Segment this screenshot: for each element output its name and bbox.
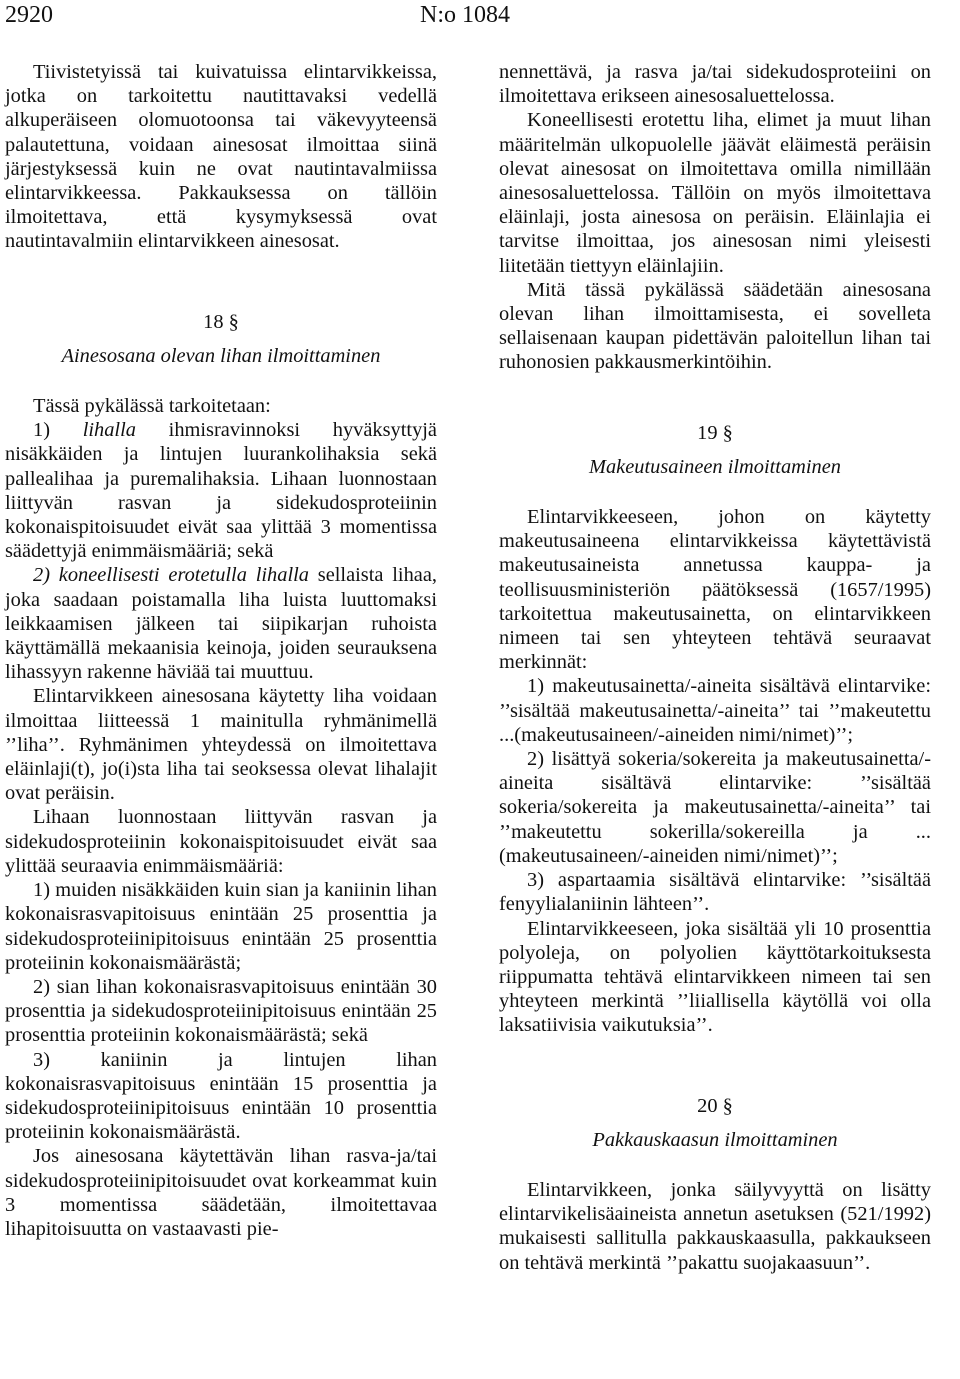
not-applied-paragraph: Mitä tässä pykälässä säädetään ainesosana olevan lihan ilmoittamisesta, ei sovelleta sellaisenaan kaupan pidettävän paloitellun lihan tai ruhonosien pakkausmerkintöihin.: [499, 278, 931, 374]
section-18-title: Ainesosana olevan lihan ilmoittaminen: [61, 344, 381, 367]
limits-lead: Lihaan luonnostaan liittyvän rasvan ja sidekudosproteiinin kokonaispitoisuudet eivät saa ylittää seuraavia enimmäismääriä:: [5, 806, 437, 877]
limit-item-3: 3) kaniinin ja lintujen lihan kokonaisrasvapitoisuus enintään 15 prosenttia ja sidekudosproteiinipitoisuus enintään 10 prosenttia proteiinin kokonaismäärästä.: [5, 1048, 437, 1144]
group-name-paragraph: Elintarvikkeen ainesosana käytetty liha voidaan ilmoittaa liitteessä 1 mainitulla ryhmänimellä ’’liha’’. Ryhmänimen yhteydessä on ilmoitettava eläinlaji(t), jo(i)sta liha tai seoksessa olevat lihalajit ovat peräisin.: [5, 685, 437, 805]
definition-meat: [5, 418, 437, 563]
section-20-number: 20 §: [697, 1094, 733, 1117]
continued-paragraph: nennettävä, ja rasva ja/tai sidekudosproteiini on ilmoitettava erikseen ainesosaluettelossa.: [499, 61, 931, 108]
sweetener-item-2: 2) lisättyä sokeria/sokereita ja makeutusainetta/-aineita sisältävä elintarvike: ’’sisältää sokeria/sokereita ja makeutusainetta/-aineita’’ tai ’’makeutettu sokerilla/sokereilla ja ...(makeutusaineen/-aineiden nimi/nimet)’’;: [499, 748, 931, 867]
sweetener-item-1: 1) makeutusainetta/-aineita sisältävä elintarvike: ’’sisältää makeutusainetta/-aineita’’ tai ’’makeutettu ...(makeutusaineen/-aineiden nimi/nimet)’’;: [499, 675, 931, 746]
definition-mechanical: [5, 563, 437, 684]
definition-lead: Tässä pykälässä tarkoitetaan:: [33, 395, 271, 418]
section-19-title: Makeutusaineen ilmoittaminen: [589, 455, 841, 478]
section-19-number: 19 §: [697, 421, 733, 444]
section-18-number: 18 §: [203, 310, 239, 333]
definition-meat-term: lihalla: [82, 419, 136, 442]
left-column: [5, 60, 437, 1241]
definition-meat-number: 1): [33, 419, 83, 442]
definition-mechanical-text: sellaista lihaa, joka saadaan poistamalla liha luista luuttomaksi leikkaamisen jälkeen tai siipikarjan ruhoista käyttämällä mekaanisia keinoja, joiden seurauksena lihassyyn rakenne häviää tai muuttuu.: [5, 564, 437, 684]
intro-paragraph: Tiivistetyissä tai kuivatuissa elintarvikkeissa, jotka on tarkoitettu nautittavaksi vedellä alkuperäiseen olomuotoonsa tai väkevyyteensä palautettuna, voidaan ainesosat ilmoittaa siinä järjestyksessä kuin ne ovat nautintavalmiissa elintarvikkeessa. Pakkauksessa on tällöin ilmoitettava, että kysymyksessä ovat nautintavalmiin elintarvikkeen ainesosat.: [5, 61, 437, 253]
sweetener-paragraph: Elintarvikkeeseen, johon on käytetty makeutusaineena elintarvikkeissa käytettävistä makeutusaineista annetussa kauppa- ja teollisuusministeriön päätöksessä (1657/1995) tarkoitettua makeutusainetta, on elintarvikkeen nimeen tai sen yhteyteen tehtävä seuraavat merkinnät:: [499, 506, 931, 674]
limit-item-2: 2) sian lihan kokonaisrasvapitoisuus enintään 30 prosenttia ja sidekudosproteiinipitoisuus enintään 25 prosenttia proteiinin kokonaismäärästä; sekä: [5, 975, 437, 1047]
page-header: [0, 0, 960, 34]
packaging-gas-paragraph: Elintarvikkeen, jonka säilyvyyttä on lisätty elintarvikelisäaineista annetun asetuksen (521/1992) mukaisesti sallitulla pakkauskaasulla, pakkaukseen on tehtävä merkintä ’’pakattu suojakaasuun’’.: [499, 1178, 931, 1274]
exceed-paragraph: Jos ainesosana käytettävän lihan rasva-ja/tai sidekudosproteiinipitoisuudet ovat korkeammat kuin 3 momentissa säädetään, ilmoitettavaa lihapitoisuutta on vastaavasti pie-: [5, 1145, 437, 1240]
mechanical-meat-paragraph: Koneellisesti erotettu liha, elimet ja muut lihan määritelmän ulkopuolelle jäävät eläimestä peräisin olevat ainesosat on ilmoitettava omilla nimillään ainesosaluettelossa. Tällöin on myös ilmoitettava eläinlaji, josta ainesosa on peräisin. Eläinlajia ei tarvitse ilmoittaa, jos ainesosan nimi yleisesti liitetään tiettyyn eläinlajiin.: [499, 109, 931, 277]
page-number: 2920: [5, 2, 53, 28]
polyol-paragraph: Elintarvikkeeseen, joka sisältää yli 10 prosenttia polyoleja, on polyolien käyttötarkoituksesta riippumatta tehtävä elintarvikkeen nimeen tai sen yhteyteen merkintä ’’liiallisella käytöllä voi olla laksatiivisia vaikutuksia’’.: [499, 917, 931, 1037]
section-20-title: Pakkauskaasun ilmoittaminen: [592, 1128, 838, 1151]
definition-meat-text: ihmisravinnoksi hyväksyttyjä nisäkkäiden ja lintujen luurankolihaksia sekä pallealihaa ja puremalihaksia. Lihaan luonnostaan liittyvän rasvan ja sidekudosproteiinin kokonaispitoisuudet eivät saa ylittää 3 momentissa säädettyjä enimmäismääriä; sekä: [5, 419, 437, 563]
limit-item-1: 1) muiden nisäkkäiden kuin sian ja kaniinin lihan kokonaisrasvapitoisuus enintään 25 prosenttia ja sidekudosproteiinipitoisuus enintään 25 prosenttia proteiinin kokonaismäärästä;: [5, 879, 437, 974]
definition-mechanical-term: 2) koneellisesti erotetulla lihalla: [33, 564, 309, 587]
sweetener-item-3: 3) aspartaamia sisältävä elintarvike: ’’sisältää fenyylialaniinin lähteen’’.: [499, 869, 931, 916]
issue-number: N:o 1084: [420, 2, 510, 28]
right-column: [499, 60, 931, 1275]
